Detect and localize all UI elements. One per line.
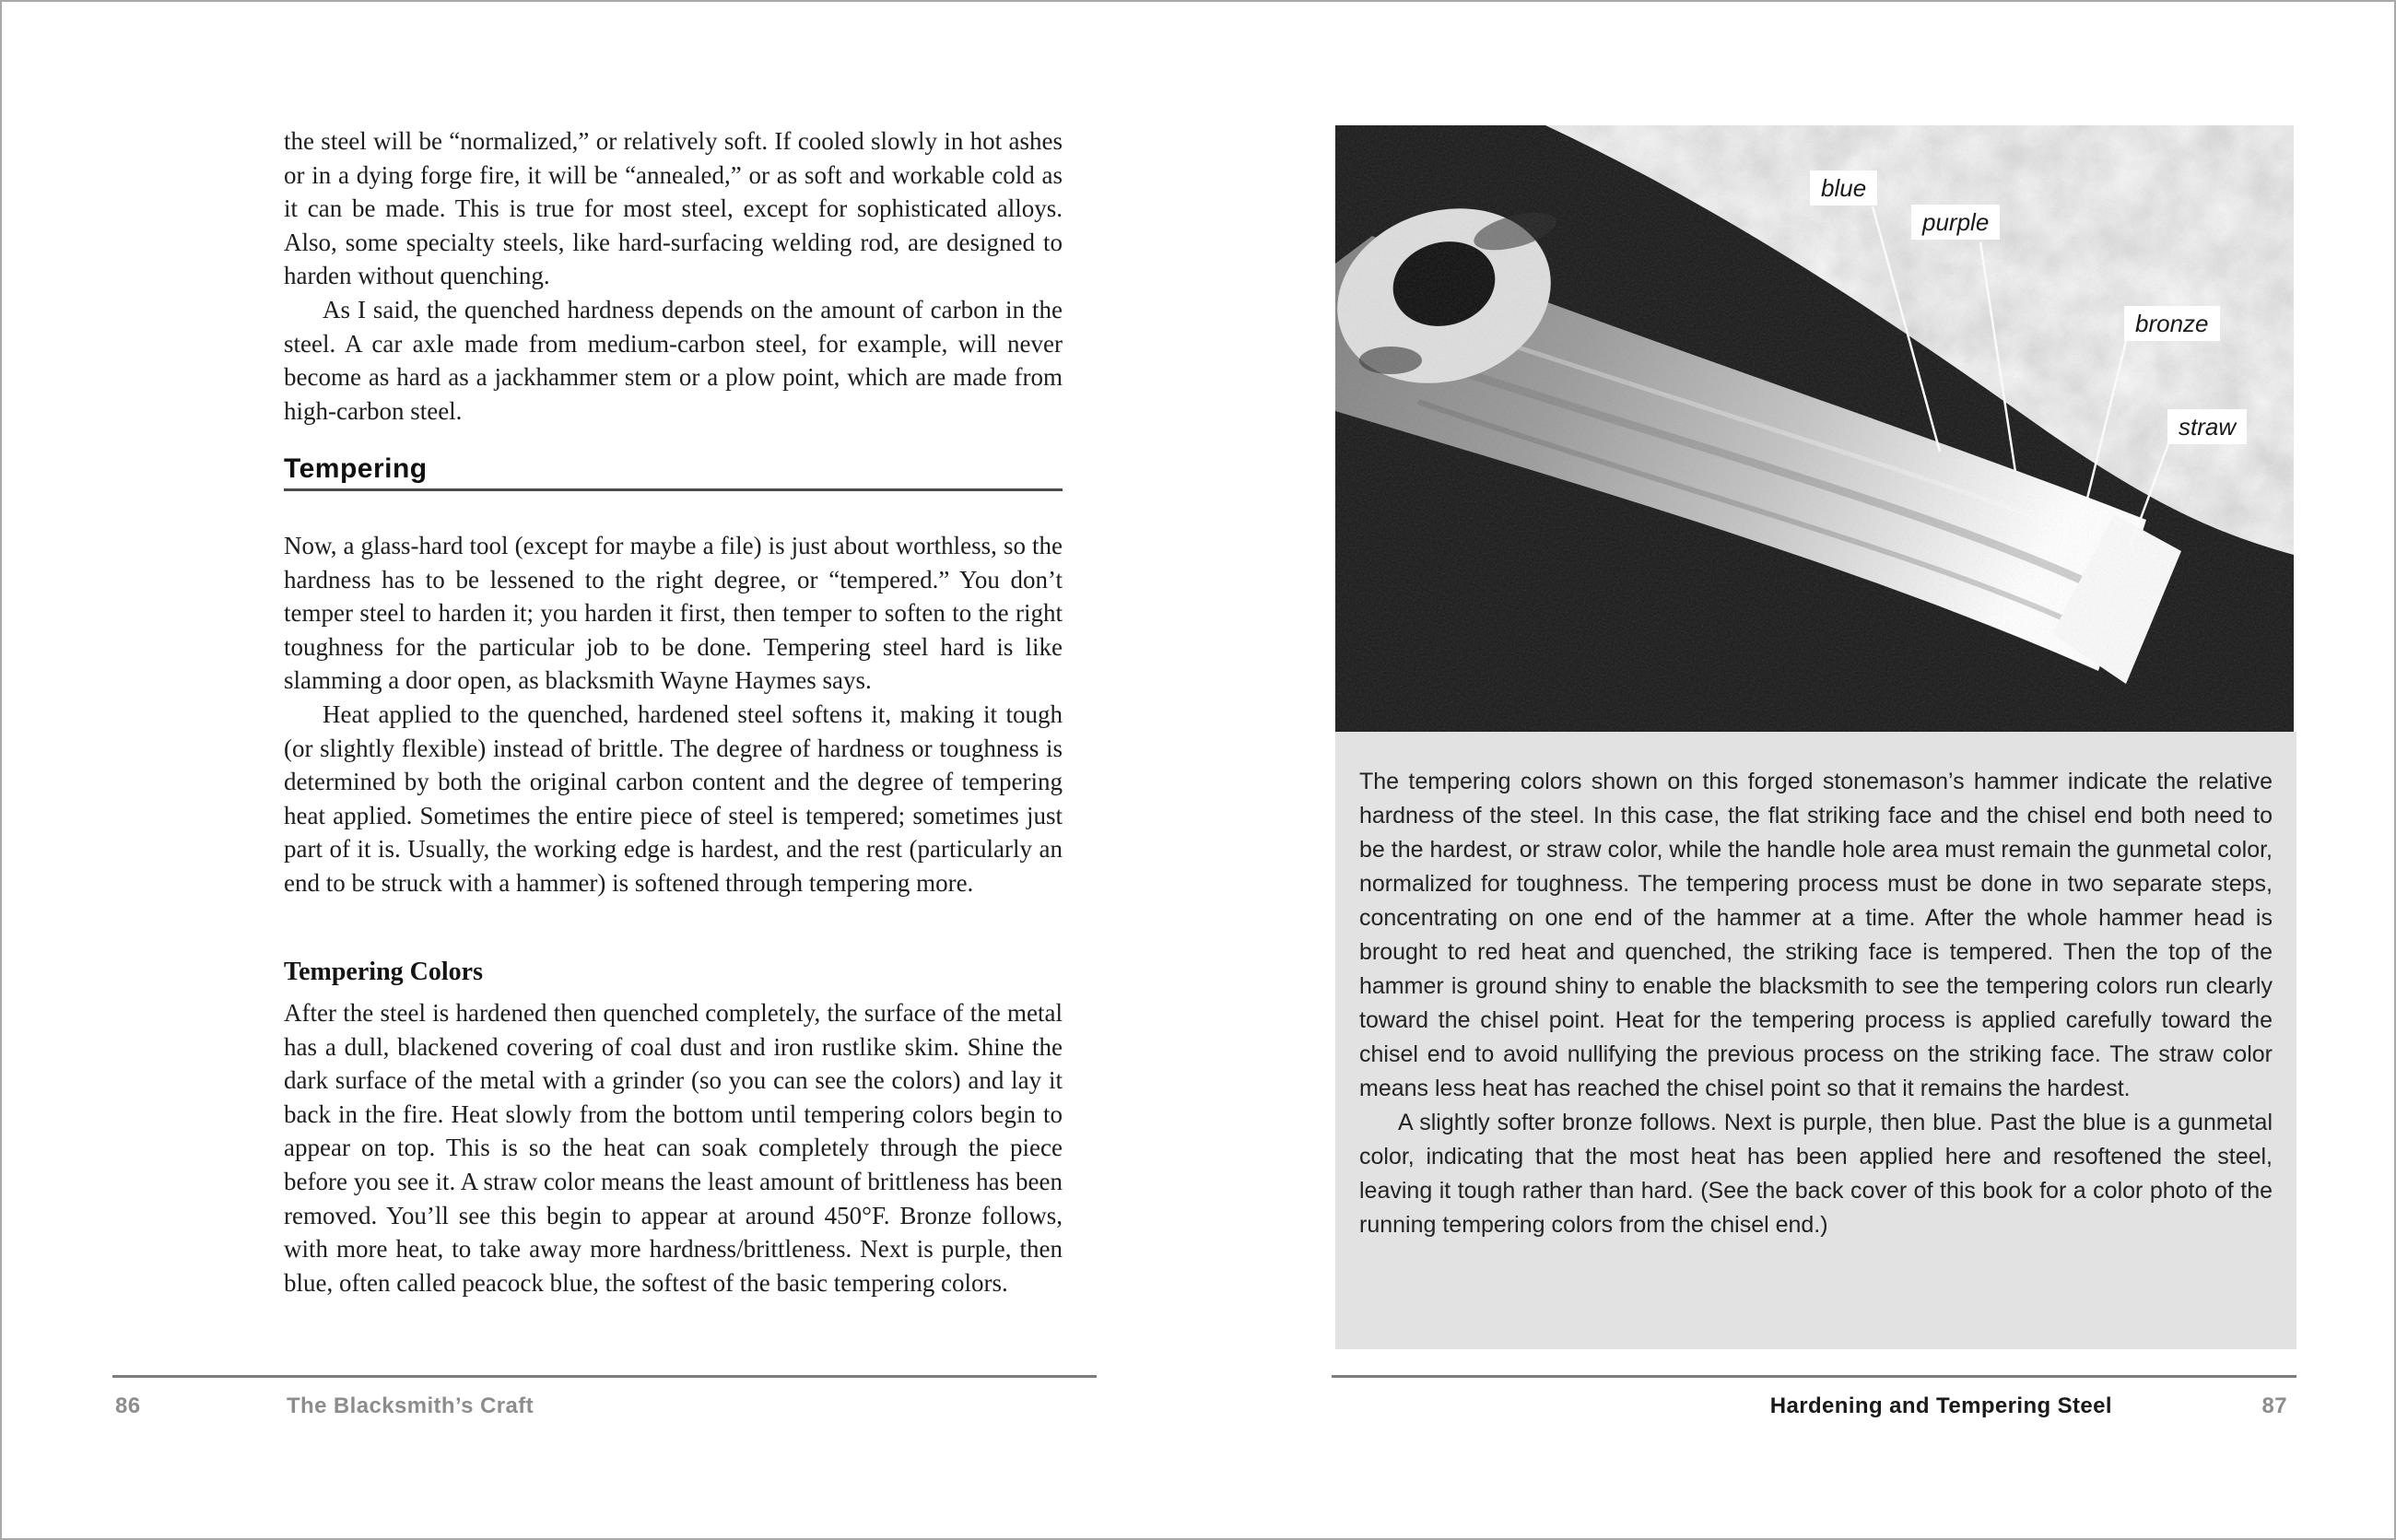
caption-paragraph: A slightly softer bronze follows. Next is purple, then blue. Past the blue is a gunmetal color, indicating that the most heat has been applied here and resoftened the steel, leaving it tough rather than hard. (See the back cover of this book for a color photo of the running tempering colors from the chisel end.): [1359, 1110, 2273, 1238]
caption-paragraph: The tempering colors shown on this forged stonemason’s hammer indicate the relative hardness of the steel. In this case, the flat striking face and the chisel end both need to be the hardest, or straw color, while the handle hole area must remain the gunmetal color, normalized for toughness. The tempering process must be done in two separate steps, concentrating on one end of the hammer at a time. After the whole hammer head is brought to red heat and quenched, the striking face is tempered. Then the top of the hammer is ground shiny to enable the blacksmith to see the tempering colors run clearly toward the chisel point. Heat for the tempering process is applied carefully toward the chisel end to avoid nullifying the previous process on the striking face. The straw color means less heat has reached the chisel point so that it remains the hardest.: [1359, 769, 2273, 1101]
left-intro-text: [284, 124, 1063, 428]
photo-caption: [1335, 732, 2296, 1349]
tempering-colors-subsection: [284, 956, 1063, 1299]
paragraph: Heat applied to the quenched, hardened steel softens it, making it tough (or slightly flexible) instead of brittle. The degree of hardness or toughness is determined by both the original carbon content and the degree of tempering heat applied. Sometimes the entire piece of steel is tempered; sometimes just part of it is. Usually, the working edge is hardest, and the rest (particularly an end to be struck with a hammer) is softened through tempering more.: [284, 699, 1063, 897]
paragraph: As I said, the quenched hardness depends on the amount of carbon in the steel. A car axle made from medium-carbon steel, for example, will never become as hard as a jackhammer stem or a plow point, which are made from high-carbon steel.: [284, 295, 1063, 425]
left-page-number: 86: [115, 1393, 141, 1418]
photo-label-bronze: bronze: [2124, 306, 2220, 341]
left-footer-rule: [112, 1375, 1097, 1378]
left-running-title: The Blacksmith’s Craft: [287, 1393, 534, 1418]
paragraph: After the steel is hardened then quenched completely, the surface of the metal has a dull, blackened covering of coal dust and iron rustlike skim. Shine the dark surface of the metal with a grinder (so you can see the colors) and lay it back in the fire. Heat slowly from the bottom until tempering colors begin to appear on top. This is so the heat can soak completely through the piece before you see it. A straw color means the least amount of brittleness has been removed. You’ll see this begin to appear at around 450°F. Bronze follows, with more heat, to take away more hardness/brittleness. Next is purple, then blue, often called peacock blue, the softest of the basic tempering colors.: [284, 999, 1063, 1297]
photo-label-straw: straw: [2167, 409, 2247, 444]
hammer-photo: [1335, 125, 2294, 732]
section-heading-tempering: Tempering: [284, 453, 1063, 491]
photo-grain: [1335, 125, 2294, 732]
subsection-heading-tempering-colors: Tempering Colors: [284, 958, 483, 986]
right-running-title: Hardening and Tempering Steel: [1769, 1393, 2112, 1418]
paragraph: Now, a glass-hard tool (except for maybe a file) is just about worthless, so the hardness has to be lessened to the right degree, or “tempered.” You don’t temper steel to harden it; you harden it first, then temper to soften to the right toughness for the particular job to be done. Tempering steel hard is like slamming a door open, as blacksmith Wayne Haymes says.: [284, 532, 1063, 695]
right-footer-rule: [1332, 1375, 2296, 1378]
photo-label-purple: purple: [1911, 205, 2000, 240]
photo-label-blue: blue: [1810, 170, 1877, 206]
paragraph: the steel will be “normalized,” or relatively soft. If cooled slowly in hot ashes or in a dying forge fire, it will be “annealed,” or as soft and workable cold as it can be made. This is true for most steel, except for sophisticated alloys. Also, some specialty steels, like hard-surfacing welding rod, are designed to harden without quenching.: [284, 127, 1063, 290]
tempering-section-text: [284, 529, 1063, 900]
right-page-number: 87: [2261, 1393, 2287, 1418]
hammer-photo-art: [1335, 125, 2294, 732]
